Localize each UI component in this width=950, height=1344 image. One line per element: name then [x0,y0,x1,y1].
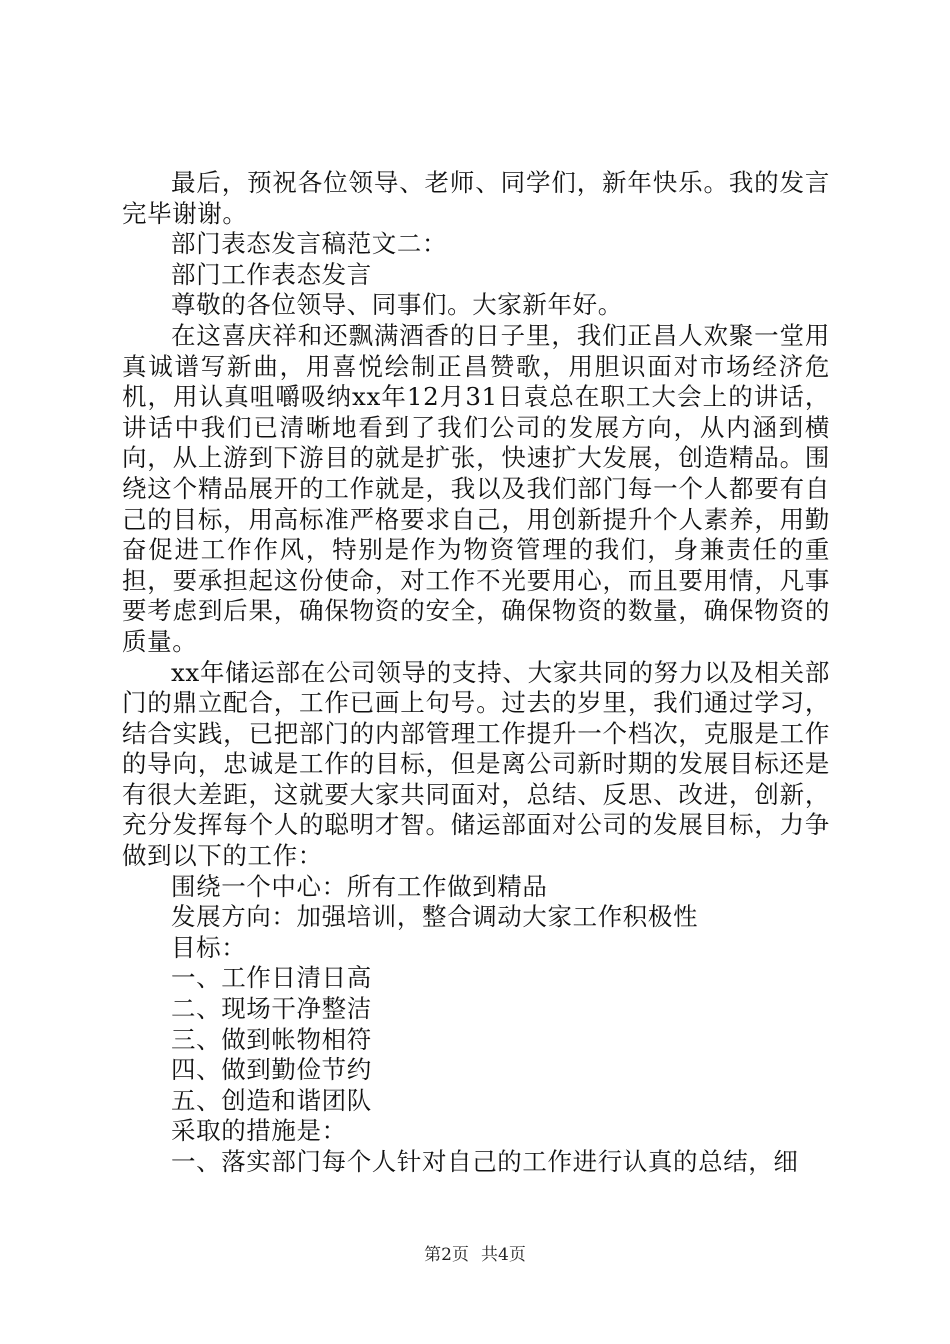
paragraph-measures-heading: 采取的措施是： [171,1116,347,1146]
paragraph-review: xx年储运部在公司领导的支持、大家共同的努力以及相关部门的鼎立配合，工作已画上句号。过去的岁里，我们通过学习，结合实践，已把部门的内部管理工作提升一个档次，克服是工作的导向，忠诚是工作的目标，但是离公司新时期的发展目标还是有很大差距，这就要大家共同面对，总结、反思、改进，创新，充分发挥每个人的聪明才智。储运部面对公司的发展目标，力争做到以下的工作： [122,657,830,871]
paragraph-goal-1: 一、工作日清日高 [171,963,372,993]
paragraph-goals-heading: 目标： [171,932,247,962]
page-number: 第2页 [424,1245,469,1265]
paragraph-goal-2: 二、现场干净整洁 [171,994,372,1024]
paragraph-sample-title: 部门表态发言稿范文二： [171,229,448,259]
paragraph-greeting: 尊敬的各位领导、同事们。大家新年好。 [171,290,623,320]
paragraph-speech-title: 部门工作表态发言 [171,259,372,289]
paragraph-closing: 最后，预祝各位领导、老师、同学们，新年快乐。我的发言完毕谢谢。 [122,168,830,228]
paragraph-goal-5: 五、创造和谐团队 [171,1085,372,1115]
paragraph-center: 围绕一个中心：所有工作做到精品 [171,871,548,901]
page-total: 共4页 [481,1245,526,1265]
page-footer [0,1244,950,1266]
paragraph-intro: 在这喜庆祥和还飘满酒香的日子里，我们正昌人欢聚一堂用真诚谱写新曲，用喜悦绘制正昌赞歌，用胆识面对市场经济危机，用认真咀嚼吸纳xx年12月31日袁总在职工大会上的讲话，讲话中我们已清晰地看到了我们公司的发展方向，从内涵到横向，从上游到下游目的就是扩张，快速扩大发展，创造精品。围绕这个精品展开的工作就是，我以及我们部门每一个人都要有自己的目标，用高标准严格要求自己，用创新提升个人素养，用勤奋促进工作作风，特别是作为物资管理的我们，身兼责任的重担，要承担起这份使命，对工作不光要用心，而且要用情，凡事要考虑到后果，确保物资的安全，确保物资的数量，确保物资的质量。 [122,320,830,656]
paragraph-goal-4: 四、做到勤俭节约 [171,1055,372,1085]
paragraph-direction: 发展方向：加强培训，整合调动大家工作积极性 [171,902,699,932]
document-body [122,168,830,1178]
paragraph-goal-3: 三、做到帐物相符 [171,1024,372,1054]
paragraph-measure-1: 一、落实部门每个人针对自己的工作进行认真的总结，细 [171,1147,799,1176]
